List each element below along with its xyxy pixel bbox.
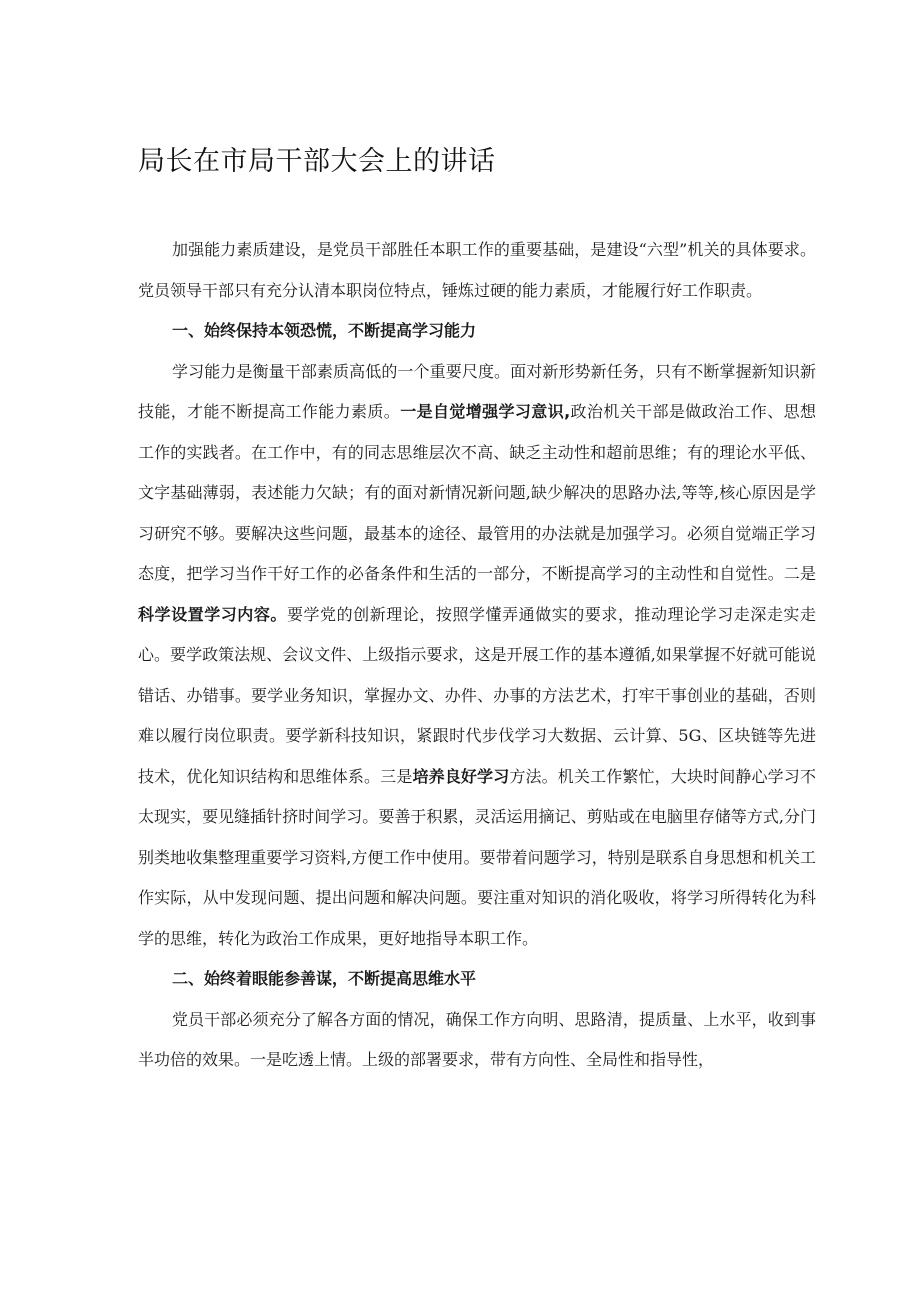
- section-1-heading: 一、始终保持本领恐慌，不断提高学习能力: [172, 321, 477, 340]
- section-1-text-a: 学习能力是衡量干部素质高低的一个重要尺度。面对新形势新任务，只有不断掌握新知识新技能，才能不断提高工作能力素质。: [138, 361, 816, 421]
- section-1-text-d: 要学党的创新理论，按照学懂弄通做实的要求，推动理论学习走深走实走心。要学政策法规、会议文件、上级指示要求，这是开展工作的基本遵循,如果掌握不好就可能说错话、办错事。要学业务知识，掌握办文、办件、办事的方法艺术，打牢干事创业的基础，否则难以履行岗位职责。要学新科技知识，紧跟时代步伐学习大数据、云计算、5G、区块链等先进技术，优化知识结构和思维体系。三是: [138, 604, 816, 786]
- section-1-text-e: 方法。机关工作繁忙，大块时间静心学习不太现实，要见缝插针挤时间学习。要善于积累，灵活运用摘记、剪贴或在电脑里存储等方式,分门别类地收集整理重要学习资料,方便工作中使用。要带着问题学习，特别是联系自身思想和机关工作实际，从中发现问题、提出问题和解决问题。要注重对知识的消化吸收，将学习所得转化为科学的思维，转化为政治工作成果，更好地指导本职工作。: [138, 766, 816, 948]
- section-1-bold-point-3: 培养良好学习: [412, 766, 510, 786]
- section-2-paragraph: 党员干部必须充分了解各方面的情况，确保工作方向明、思路清，提质量、上水平，收到事半功倍的效果。一是吃透上情。上级的部署要求，带有方向性、全局性和指导性，: [138, 1009, 816, 1069]
- section-1-text-c: 政治机关干部是做政治工作、思想工作的实践者。在工作中，有的同志思维层次不高、缺乏主动性和超前思维；有的理论水平低、文字基础薄弱，表述能力欠缺；有的面对新情况新问题,缺少解决的思路办法,等等,核心原因是学习研究不够。要解决这些问题，最基本的途径、最管用的办法就是加强学习。必须自觉端正学习态度，把学习当作干好工作的必备条件和生活的一部分，不断提高学习的主动性和自觉性。二是: [138, 402, 816, 583]
- section-1-bold-point-2: 科学设置学习内容。: [138, 604, 287, 624]
- document-title: 局长在市局干部大会上的讲话: [138, 146, 496, 177]
- section-1-paragraph: [138, 352, 816, 960]
- section-2-heading: 二、始终着眼能参善谋，不断提高思维水平: [172, 969, 477, 988]
- section-1-bold-point-1: 一是自觉增强学习意识,: [400, 402, 571, 421]
- intro-paragraph: 加强能力素质建设，是党员干部胜任本职工作的重要基础，是建设“六型”机关的具体要求。党员领导干部只有充分认清本职岗位特点，锤炼过硬的能力素质，才能履行好工作职责。: [138, 240, 816, 300]
